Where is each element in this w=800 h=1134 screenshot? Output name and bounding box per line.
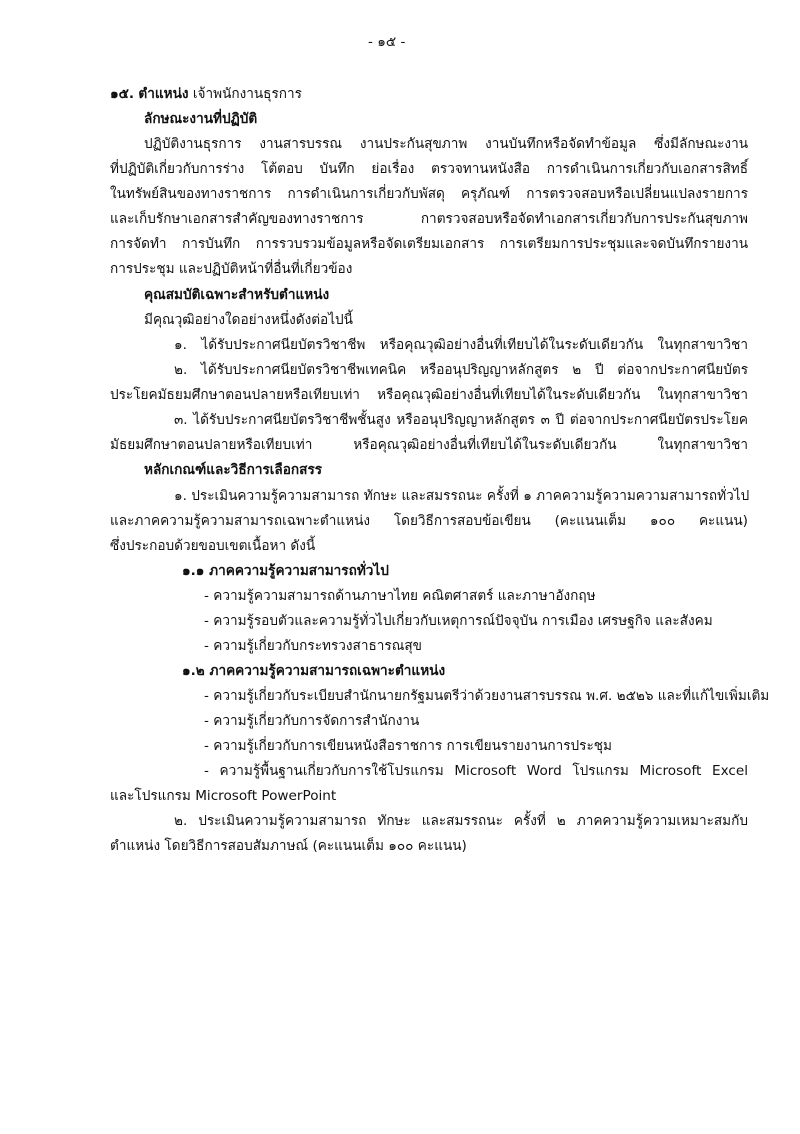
criteria2-line: ตำแหน่ง โดยวิธีการสอบสัมภาษณ์ (คะแนนเต็ม ๑๐๐ คะแนน) bbox=[110, 838, 467, 854]
general-knowledge-item: - ความรู้เกี่ยวกับกระทรวงสาธารณสุข bbox=[204, 638, 422, 654]
heading-number: ๑๕. bbox=[110, 86, 135, 102]
duties-line: ในทรัพย์สินของทางราชการ การดำเนินการเกี่ยวกับพัสดุ ครุภัณฑ์ การตรวจสอบหรือเปลี่ยนแปลงรายการ bbox=[110, 186, 748, 202]
position-title: เจ้าพนักงานธุรการ bbox=[192, 86, 302, 102]
duties-line: ที่ปฏิบัติเกี่ยวกับการร่าง โต้ตอบ บันทึก ย่อเรื่อง ตรวจทานหนังสือ การดำเนินการเกี่ยวกับเอกสารสิทธิ์ bbox=[110, 161, 748, 177]
specific-knowledge-item: - ความรู้เกี่ยวกับการจัดการสำนักงาน bbox=[204, 713, 420, 729]
duties-line: ปฏิบัติงานธุรการ งานสารบรรณ งานประกันสุขภาพ งานบันทึกหรือจัดทำข้อมูล ซึ่งมีลักษณะงาน bbox=[144, 136, 748, 152]
specific-knowledge-heading: ๑.๒ ภาคความรู้ความสามารถเฉพาะตำแหน่ง bbox=[182, 663, 446, 679]
general-knowledge-heading: ๑.๑ ภาคความรู้ความสามารถทั่วไป bbox=[182, 563, 389, 579]
qualification-line: ๒. ได้รับประกาศนียบัตรวิชาชีพเทคนิค หรืออนุปริญญาหลักสูตร ๒ ปี ต่อจากประกาศนียบัตร bbox=[174, 362, 748, 378]
qualification-line: ๓. ได้รับประกาศนียบัตรวิชาชีพชั้นสูง หรืออนุปริญญาหลักสูตร ๓ ปี ต่อจากประกาศนียบัตรประโยค bbox=[174, 412, 748, 428]
criteria2-line: ๒. ประเมินความรู้ความสามารถ ทักษะ และสมรรถนะ ครั้งที่ ๒ ภาคความรู้ความเหมาะสมกับ bbox=[174, 813, 748, 829]
page-number: - ๑๕ - bbox=[368, 34, 406, 50]
qualification-heading: คุณสมบัติเฉพาะสำหรับตำแหน่ง bbox=[144, 287, 330, 303]
criteria-line: ๑. ประเมินความรู้ความสามารถ ทักษะ และสมรรถนะ ครั้งที่ ๑ ภาคความรู้ความความสามารถทั่วไป bbox=[174, 488, 750, 504]
criteria-heading: หลักเกณฑ์และวิธีการเลือกสรร bbox=[144, 462, 323, 478]
duties-line: การประชุม และปฏิบัติหน้าที่อื่นที่เกี่ยวข้อง bbox=[110, 261, 353, 277]
criteria-line: และภาคความรู้ความสามารถเฉพาะตำแหน่ง โดยวิธีการสอบข้อเขียน (คะแนนเต็ม ๑๐๐ คะแนน) bbox=[110, 513, 748, 529]
qualification-intro: มีคุณวุฒิอย่างใดอย่างหนึ่งดังต่อไปนี้ bbox=[144, 312, 353, 328]
specific-knowledge-item: - ความรู้เกี่ยวกับการเขียนหนังสือราชการ การเขียนรายงานการประชุม bbox=[204, 738, 612, 754]
position-heading bbox=[110, 82, 302, 106]
duties-line: และเก็บรักษาเอกสารสำคัญของทางราชการ กาตรวจสอบหรือจัดทำเอกสารเกี่ยวกับการประกันสุขภาพ bbox=[110, 211, 748, 227]
duties-heading: ลักษณะงานที่ปฏิบัติ bbox=[144, 111, 258, 127]
qualification-line: ประโยคมัธยมศึกษาตอนปลายหรือเทียบเท่า หรือคุณวุฒิอย่างอื่นที่เทียบได้ในระดับเดียวกัน ในทุกสาขาวิชา bbox=[110, 387, 748, 403]
general-knowledge-item: - ความรู้ความสามารถด้านภาษาไทย คณิตศาสตร์ และภาษาอังกฤษ bbox=[204, 588, 596, 604]
specific-knowledge-item: - ความรู้พื้นฐานเกี่ยวกับการใช้โปรแกรม Microsoft Word โปรแกรม Microsoft Excel bbox=[204, 763, 748, 779]
duties-line: การจัดทำ การบันทึก การรวบรวมข้อมูลหรือจัดเตรียมเอกสาร การเตรียมการประชุมและจดบันทึกรายงาน bbox=[110, 236, 748, 252]
specific-knowledge-item: - ความรู้เกี่ยวกับระเบียบสำนักนายกรัฐมนตรีว่าด้วยงานสารบรรณ พ.ศ. ๒๕๒๖ และที่แก้ไขเพิ่มเติม bbox=[204, 688, 770, 704]
specific-knowledge-item: และโปรแกรม Microsoft PowerPoint bbox=[110, 788, 337, 804]
qualification-line: ๑. ได้รับประกาศนียบัตรวิชาชีพ หรือคุณวุฒิอย่างอื่นที่เทียบได้ในระดับเดียวกัน ในทุกสาขาวิชา bbox=[174, 337, 748, 353]
general-knowledge-item: - ความรู้รอบตัวและความรู้ทั่วไปเกี่ยวกับเหตุการณ์ปัจจุบัน การเมือง เศรษฐกิจ และสังคม bbox=[204, 613, 713, 629]
qualification-line: มัธยมศึกษาตอนปลายหรือเทียบเท่า หรือคุณวุฒิอย่างอื่นที่เทียบได้ในระดับเดียวกัน ในทุกสาขาวิชา bbox=[110, 437, 748, 453]
heading-label: ตำแหน่ง bbox=[138, 86, 189, 102]
criteria-line: ซึ่งประกอบด้วยขอบเขตเนื้อหา ดังนี้ bbox=[110, 538, 316, 554]
